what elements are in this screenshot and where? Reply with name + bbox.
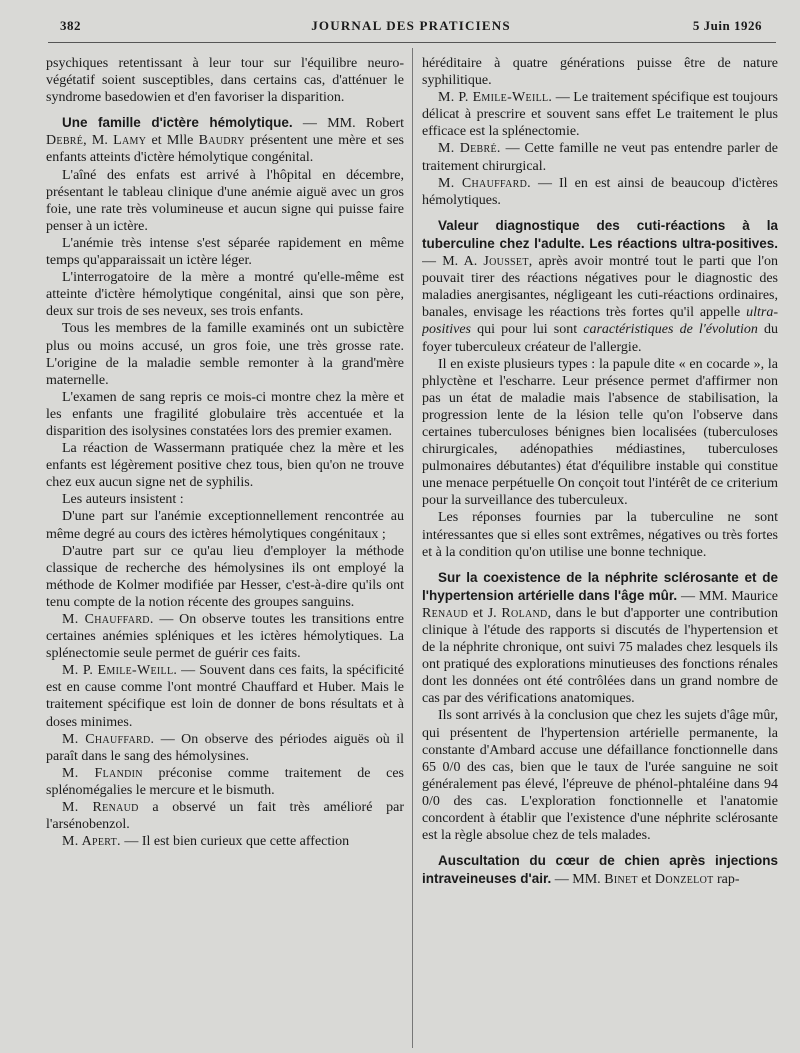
author-name: Lamy [113, 133, 147, 149]
paragraph: psychiques retentissant à leur tour sur l'équilibre neuro-végétatif soient susceptibles, dans certains cas, d'atténuer le syndrome basedowien et d'en favoriser la disparition. [46, 56, 404, 106]
section-heading-nephrite: Sur la coexistence de la néphrite sclérosante et de l'hypertension artérielle dans l'âge mûr. — MM. Maurice Renaud et J. Roland, dans le but d'apporter une contribution clinique à l'étude des rapports si discutés de l'hypertension et de la néphrite chronique, ont suivi 75 malades chez lesquels ils ont pratiqué des explorations minutieuses des fonctions rénales dont les données ont été contrôlées dans un grand nombre de cas par des vérifications anatomiques. [422, 569, 778, 707]
paragraph: D'autre part sur ce qu'au lieu d'employer la méthode classique de recherche des hémolysines ils ont employé la méthode de Kolmer modifiée par Hesser, c'est-à-dire qu'ils ont tenu compte de la notion récente des groupes sanguins. [46, 543, 404, 610]
paragraph: L'aîné des enfats est arrivé à l'hôpital en décembre, présentant le tableau clinique d'une anémie aiguë avec un gros foie, une rate très volumineuse et aucun signe qui puisse faire penser à un ictère. [46, 167, 404, 234]
discussion-paragraph: M. P. Emile-Weill. — Le traitement spécifique est toujours délicat à prescrire et souvent sans effet Le traitement le plus efficace est la splénectomie. [422, 90, 778, 140]
journal-title: JOURNAL DES PRATICIENS [311, 18, 511, 33]
author-name: Binet [604, 872, 638, 888]
paragraph: La réaction de Wassermann pratiquée chez la mère et les enfants est légèrement positive chez tous, bien qu'on ne trouve chez eux aucun signe net de syphilis. [46, 441, 404, 491]
right-column [422, 55, 778, 1045]
section-heading-auscultation: Auscultation du cœur de chien après injections intraveineuses d'air. — MM. Binet et Donzelot rap- [422, 853, 778, 888]
author-name: Donzelot [654, 872, 714, 888]
paragraph: L'anémie très intense s'est séparée rapidement en même temps qu'apparaissait un ictère léger. [46, 235, 404, 269]
speaker-name: M. Debré. [438, 141, 501, 157]
header-rule [48, 42, 776, 43]
author-name: Renaud [422, 605, 469, 621]
section-title: Auscultation du cœur de chien après injections intraveineuses d'air. [422, 853, 778, 887]
paragraph: L'interrogatoire de la mère a montré qu'elle-même est atteinte d'ictère hémolytique congénital, ainsi que son père, deux sur trois de ses neveux, ses trois enfants. [46, 270, 404, 320]
section-title: Une famille d'ictère hémolytique. [62, 115, 293, 131]
speaker-name: M. Chauffard. [62, 612, 154, 627]
speaker-name: M. Renaud [62, 800, 139, 816]
section-title: Sur la coexistence de la néphrite sclérosante et de l'hypertension artérielle dans l'âge mûr. [422, 569, 778, 603]
paragraph: Les réponses fournies par la tuberculine ne sont intéressantes que si elles sont extrêmes, négatives ou très fortes et à la condition qu'on utilise une bonne technique. [422, 510, 778, 560]
discussion-paragraph: M. Debré. — Cette famille ne veut pas entendre parler de traitement chirurgical. [422, 141, 778, 174]
section-heading-ictere: Une famille d'ictère hémolytique. — MM. Robert Debré, M. Lamy et Mlle Baudry présentent une mère et ses enfants atteints d'ictère hémolytique congénital. [46, 115, 404, 166]
section-title: Valeur diagnostique des cuti-réactions à la tuberculine chez l'adulte. Les réactions ultra-positives. [422, 217, 778, 251]
discussion-paragraph: M. Apert. — Il est bien curieux que cette affection [62, 834, 350, 850]
author-name: Debré [46, 133, 84, 149]
discussion-paragraph: M. Chauffard. — On observe toutes les transitions entre certaines anémies spléniques et les ictères hémolytiques. La splénectomie seule permet de guérir ces faits. [46, 612, 404, 662]
speaker-name: M. Chauffard. [438, 175, 531, 191]
discussion-paragraph: M. P. Emile-Weill. — Souvent dans ces faits, la spécificité est en cause comme l'ont montré Chauffard et Huber. Mais le traitement spécifique est loin de donner de bons résultats et à doses minimes. [46, 663, 404, 730]
speaker-name: M. Apert. [62, 834, 121, 850]
emphasis: caractéristiques de l'évolution [583, 322, 758, 338]
paragraph: Les auteurs insistent : [62, 492, 184, 508]
speaker-name: M. P. Emile-Weill. [438, 90, 553, 106]
discussion-paragraph: M. Flandin préconise comme traitement de ces splénomégalies le mercure et le bismuth. [46, 765, 404, 798]
emphasis: ultra-positives [422, 305, 778, 338]
paragraph: L'examen de sang repris ce mois-ci montre chez la mère et les enfants une fragilité globulaire très accentuée et la disparition des isolysines constatées lors des premier examen. [46, 389, 404, 439]
paragraph: Il en existe plusieurs types : la papule dite « en cocarde », la phlyctène et l'escharre. Leur présence permet d'affirmer non pas un état de maladie mais l'absence de stabilisation, la progression lente de la lésion telle qu'on l'observe dans certaines tuberculoses bénignes bien localisées (tuberculoses chirurgicales, adénopathies médiastines, tuberculoses pulmonaires débutantes) état d'équilibre instable qui constitue une menace perpétuelle On conçoit tout l'intérêt de ce criterium pour la surveillance des tuberculeux. [422, 356, 778, 509]
speaker-name: M. Flandin [62, 765, 143, 781]
author-name: Jousset [483, 254, 529, 270]
column-divider [412, 48, 413, 1048]
paragraph: D'une part sur l'anémie exceptionnellement rencontrée au même degré au cours des ictères hémolytiques congénitaux ; [46, 509, 404, 542]
section-heading-cuti-reactions: Valeur diagnostique des cuti-réactions à la tuberculine chez l'adulte. Les réactions ultra-positives. — M. A. Jousset, après avoir montré tout le parti que l'on pouvait tirer des réactions négatives pour le diagnostic des maladies anergisantes, négligeant les cuti-réactions ordinaires, banales, envisage les réactions très fortes qu'il appelle ultra-positives qui pour lui sont caractéristiques de l'évolution du foyer tuberculeux créateur de l'allergie. [422, 217, 778, 355]
discussion-paragraph: M. Chauffard. — Il en est ainsi de beaucoup d'ictères hémolytiques. [422, 175, 778, 208]
author-name: Baudry [198, 133, 245, 149]
running-header [60, 18, 762, 42]
speaker-name: M. P. Emile-Weill. [62, 663, 178, 679]
discussion-paragraph: M. Renaud a observé un fait très amélioré par l'arsénobenzol. [46, 800, 404, 833]
left-column [46, 55, 404, 1045]
paragraph: Tous les membres de la famille examinés ont un subictère plus ou moins accusé, un gros foie, une très grosse rate. L'origine de la maladie semble remonter à la grand'mère maternelle. [46, 321, 404, 388]
discussion-paragraph: M. Chauffard. — On observe des périodes aiguës où il paraît dans le sang des hémolysines. [46, 731, 404, 764]
page-number: 382 [60, 18, 81, 33]
author-name: Roland [501, 605, 548, 621]
speaker-name: M. Chauffard. [62, 731, 155, 747]
paragraph: Ils sont arrivés à la conclusion que chez les sujets d'âge mûr, qui présentent de l'hypertension artérielle permanente, la constante d'Ambard accuse une défaillance fonctionnelle dans 65 0/0 des cas, bien que le taux de l'urée sanguine ne soit généralement pas élevé, l'épreuve de phénol-phtaléine dans 94 0/0 des cas. L'exploration fonctionnelle et l'anatomie concordent à établir que l'existence d'une néphrite sclérosante est la règle absolue chez de tels malades. [422, 708, 778, 844]
issue-date: 5 Juin 1926 [692, 18, 762, 33]
paragraph: héréditaire à quatre générations puisse être de nature syphilitique. [422, 56, 778, 89]
